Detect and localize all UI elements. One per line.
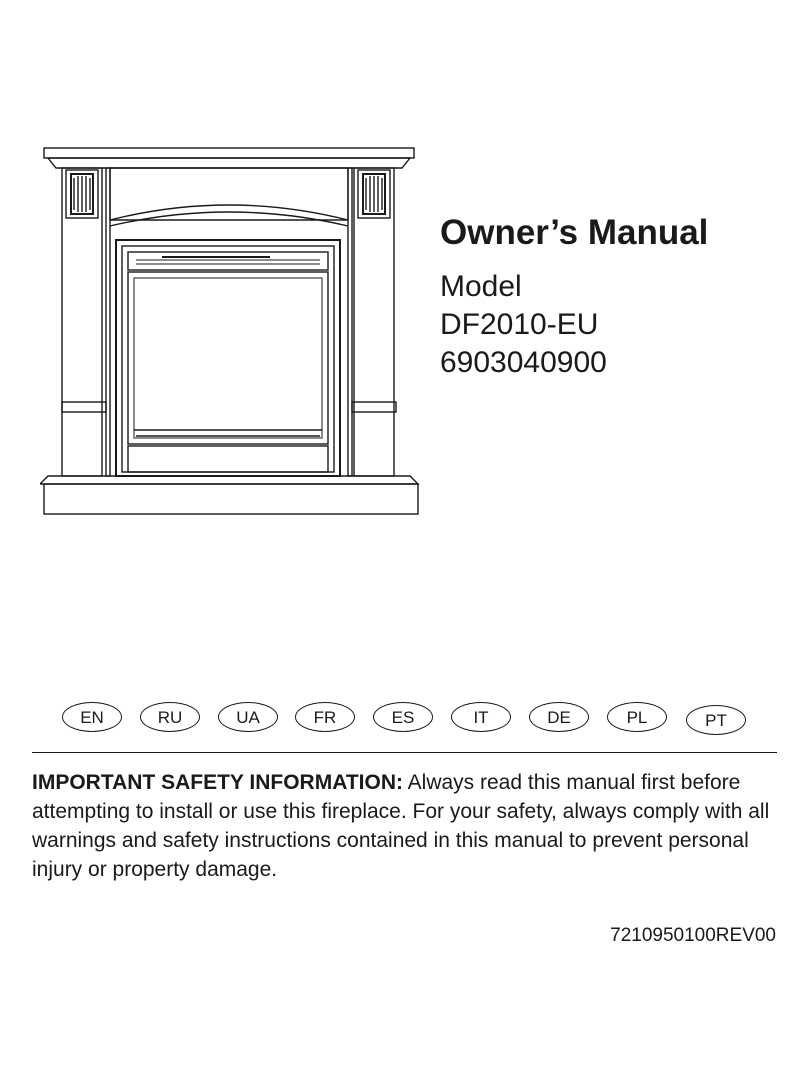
language-badge-de[interactable]: DE	[529, 702, 589, 732]
safety-notice	[32, 768, 777, 884]
title-block	[440, 212, 708, 382]
fireplace-illustration	[40, 140, 430, 520]
language-badge-en[interactable]: EN	[62, 702, 122, 732]
language-badge-fr[interactable]: FR	[295, 702, 355, 732]
language-badge-ru[interactable]: RU	[140, 702, 200, 732]
language-badge-it[interactable]: IT	[451, 702, 511, 732]
manual-title: Owner’s Manual	[440, 213, 709, 252]
document-code: 7210950100REV00	[610, 925, 776, 946]
divider	[32, 752, 777, 753]
safety-body: Always read this manual first before attempting to install or use this fireplace. For your safety, always comply with all warnings and safety instructions contained in this manual to prevent personal injury or property damage.	[32, 771, 770, 881]
language-badge-pt[interactable]: PT	[686, 705, 746, 735]
model-name: DF2010-EU	[440, 308, 599, 341]
model-label: Model	[440, 270, 522, 303]
safety-heading: IMPORTANT SAFETY INFORMATION:	[32, 771, 403, 794]
language-badge-es[interactable]: ES	[373, 702, 433, 732]
language-badge-pl[interactable]: PL	[607, 702, 667, 732]
model-number: 6903040900	[440, 346, 607, 379]
language-badge-ua[interactable]: UA	[218, 702, 278, 732]
